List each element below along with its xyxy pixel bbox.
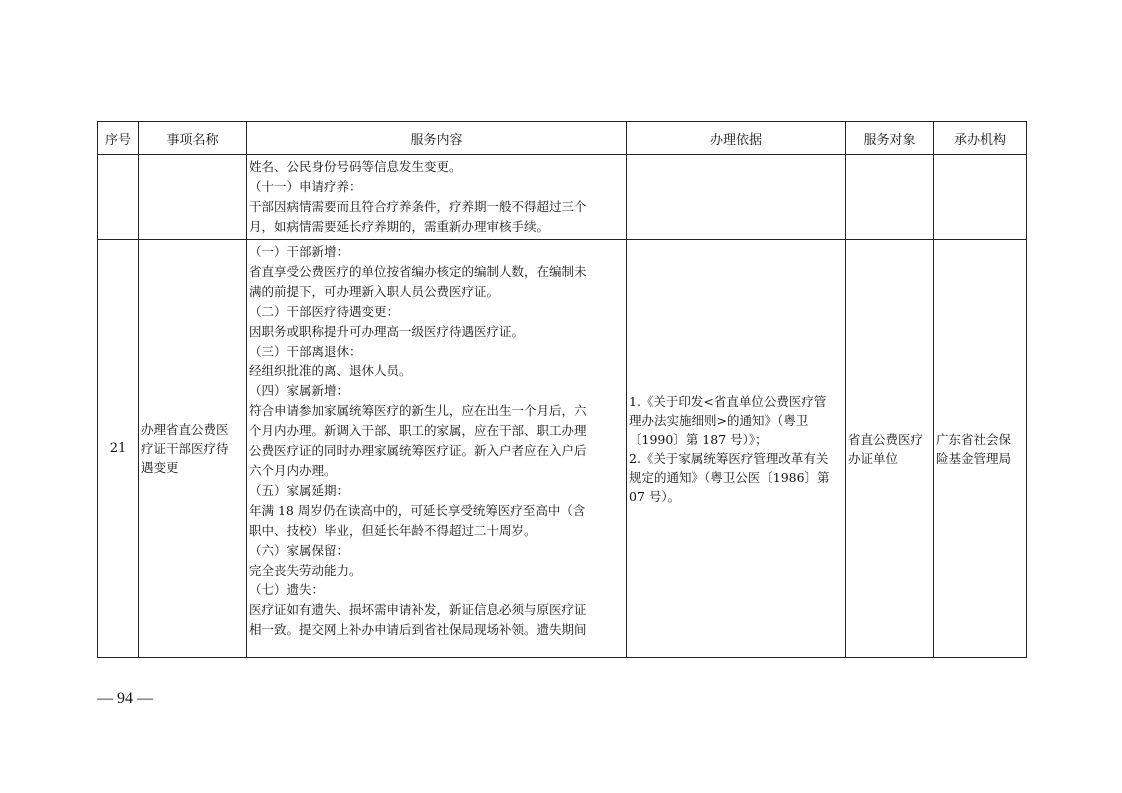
content-line: （四）家属新增： <box>249 383 350 399</box>
cell-agency <box>934 240 1027 658</box>
content-line: （五）家属延期： <box>249 482 350 498</box>
cell-agency <box>934 155 1027 240</box>
name-line: 遇变更 <box>141 460 179 475</box>
cell-target <box>846 155 934 240</box>
content-line: 满的前提下，可办理新入职人员公费医疗证。 <box>249 283 500 299</box>
cell-basis <box>627 155 846 240</box>
content-line: 符合申请参加家属统筹医疗的新生儿，应在出生一个月后，六 <box>249 403 587 419</box>
table-row-21 <box>98 240 1027 658</box>
page-number: — 94 — <box>97 690 153 707</box>
cell-content <box>247 240 627 658</box>
service-table <box>97 121 1027 658</box>
content-line: 六个月内办理。 <box>249 462 337 478</box>
header-agency: 承办机构 <box>934 122 1027 155</box>
cell-no <box>98 155 139 240</box>
content-line: 省直享受公费医疗的单位按省编办核定的编制人数，在编制未 <box>249 263 587 279</box>
content-line: 月，如病情需要延长疗养期的，需重新办理审核手续。 <box>249 218 550 234</box>
basis-line: 2.《关于家属统筹医疗管理改革有关 <box>629 450 829 466</box>
cell-basis <box>627 240 846 658</box>
content-line: （二）干部医疗待遇变更： <box>249 303 400 319</box>
basis-line: 规定的通知》（粤卫公医〔1986〕第 <box>629 469 830 485</box>
content-line: 年满 18 周岁仍在读高中的，可延长享受统筹医疗至高中（含 <box>249 502 586 518</box>
target-line: 省直公费医疗 <box>848 431 924 447</box>
header-target: 服务对象 <box>846 122 934 155</box>
content-line: 个月内办理。新调入干部、职工的家属，应在干部、职工办理 <box>249 423 587 439</box>
cell-target <box>846 240 934 658</box>
content-line: 相一致。提交网上补办申请后到省社保局现场补领。遗失期间 <box>249 622 587 638</box>
content-line: 姓名、公民身份号码等信息发生变更。 <box>249 159 462 174</box>
content-line: （一）干部新增： <box>249 244 350 259</box>
content-line: （十一）申请疗养： <box>249 178 362 194</box>
cell-content <box>247 155 627 240</box>
table-header-row <box>98 122 1027 155</box>
agency-line: 险基金管理局 <box>936 450 1012 466</box>
header-item-name: 事项名称 <box>139 122 247 155</box>
content-line: 职中、技校）毕业，但延长年龄不得超过二十周岁。 <box>249 522 537 538</box>
name-line: 办理省直公费医 <box>141 422 229 437</box>
cell-no: 21 <box>98 240 139 658</box>
content-line: 经组织批准的离、退休人员。 <box>249 363 412 379</box>
content-line: 公费医疗证的同时办理家属统筹医疗证。新入户者应在入户后 <box>249 443 587 459</box>
basis-line: 理办法实施细则>的通知》（粤卫 <box>629 412 809 428</box>
basis-line: 07 号）。 <box>629 488 681 504</box>
content-line: 干部因病情需要而且符合疗养条件，疗养期一般不得超过三个 <box>249 198 587 214</box>
cell-name <box>139 155 247 240</box>
agency-line: 广东省社会保 <box>936 431 1012 447</box>
basis-line: 1.《关于印发<省直单位公费医疗管 <box>629 393 827 409</box>
cell-name <box>139 240 247 658</box>
content-line: 因职务或职称提升可办理高一级医疗待遇医疗证。 <box>249 323 525 339</box>
content-line: 医疗证如有遗失、损坏需申请补发，新证信息必须与原医疗证 <box>249 602 587 618</box>
header-service-content: 服务内容 <box>247 122 627 155</box>
content-line: 完全丧失劳动能力。 <box>249 562 362 578</box>
name-line: 疗证干部医疗待 <box>141 441 229 456</box>
header-no: 序号 <box>98 122 139 155</box>
content-line: （七）遗失： <box>249 582 325 598</box>
basis-line: 〔1990〕第 187 号）》； <box>629 431 768 447</box>
content-line: （三）干部离退休： <box>249 343 362 359</box>
target-line: 办证单位 <box>848 450 899 466</box>
header-basis: 办理依据 <box>627 122 846 155</box>
table-row-continued <box>98 155 1027 240</box>
content-line: （六）家属保留： <box>249 542 350 558</box>
